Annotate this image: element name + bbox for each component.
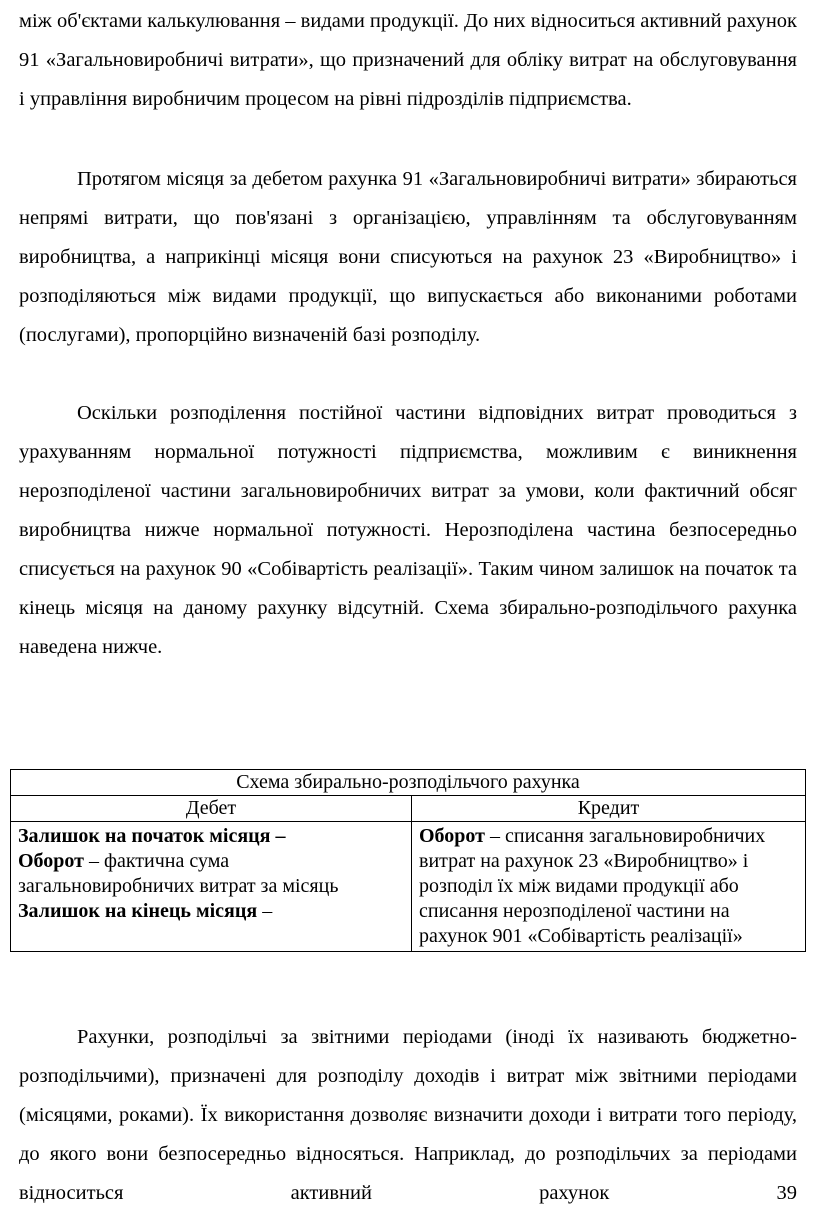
debit-turnover [18,849,404,899]
paragraph-period-allocation-accounts: Рахунки, розподільчі за звітними періодами (іноді їх називають бюджетно-розподільчими), призначені для розподілу доходів і витрат між звітними періодами (місяцями, роками). Їх використання дозволяє визначити доходи і витрати того періоду, до якого вони безпосередньо відносяться. Наприклад, до розподільчих за періодами відноситься активний рахунок 39 [19,1026,797,1204]
table-caption: Схема збирально-розподільчого рахунка [11,770,806,796]
collection-allocation-account-scheme [10,769,806,952]
debit-cell [11,822,412,952]
paragraph-accounts-91-intro: між об'єктами калькулювання – видами продукції. До них відноситься активний рахунок 91 «Загальновиробничі витрати», що призначений для обліку витрат на обслуговування і управління виробничим процесом на рівні підрозділів підприємства. [19,10,797,110]
debit-header: Дебет [11,796,412,822]
debit-turnover-label: Оборот [18,850,84,872]
paragraph-unallocated-costs: Оскільки розподілення постійної частини відповідних витрат проводиться з урахуванням нормальної потужності підприємства, можливим є виникнення нерозподіленої частини загальновиробничих витрат за умови, коли фактичний обсяг виробництва нижче нормальної потужності. Нерозподілена частина безпосередньо списується на рахунок 90 «Собівартість реалізації». Таким чином залишок на початок та кінець місяця на даному рахунку відсутній. Схема збирально-розподільчого рахунка наведена нижче. [19,402,797,658]
credit-header: Кредит [412,796,806,822]
debit-turnover-text: – фактична сума загальновиробничих витрат за місяць [18,850,339,897]
credit-turnover-label: Оборот [419,825,485,847]
debit-opening-balance [18,824,404,849]
debit-closing-label: Залишок на кінець місяця [18,900,258,922]
debit-closing-value: – [257,900,273,922]
credit-cell [412,822,806,952]
paragraph-debit-91: Протягом місяця за дебетом рахунка 91 «Загальновиробничі витрати» збираються непрямі витрати, що пов'язані з організацією, управлінням та обслуговуванням виробництва, а наприкінці місяця вони списуються на рахунок 23 «Виробництво» і розподіляються між видами продукції, що випускається або виконаними роботами (послугами), пропорційно визначеній базі розподілу. [19,168,797,346]
debit-opening-label: Залишок на початок місяця [18,825,271,847]
credit-turnover [419,824,798,949]
debit-closing-balance [18,899,404,924]
credit-turnover-text: – списання загальновиробничих витрат на рахунок 23 «Виробництво» і розподіл їх між видами продукції або списання нерозподіленої частини на рахунок 901 «Собівартість реалізації» [419,825,766,947]
debit-opening-value: – [270,825,286,847]
